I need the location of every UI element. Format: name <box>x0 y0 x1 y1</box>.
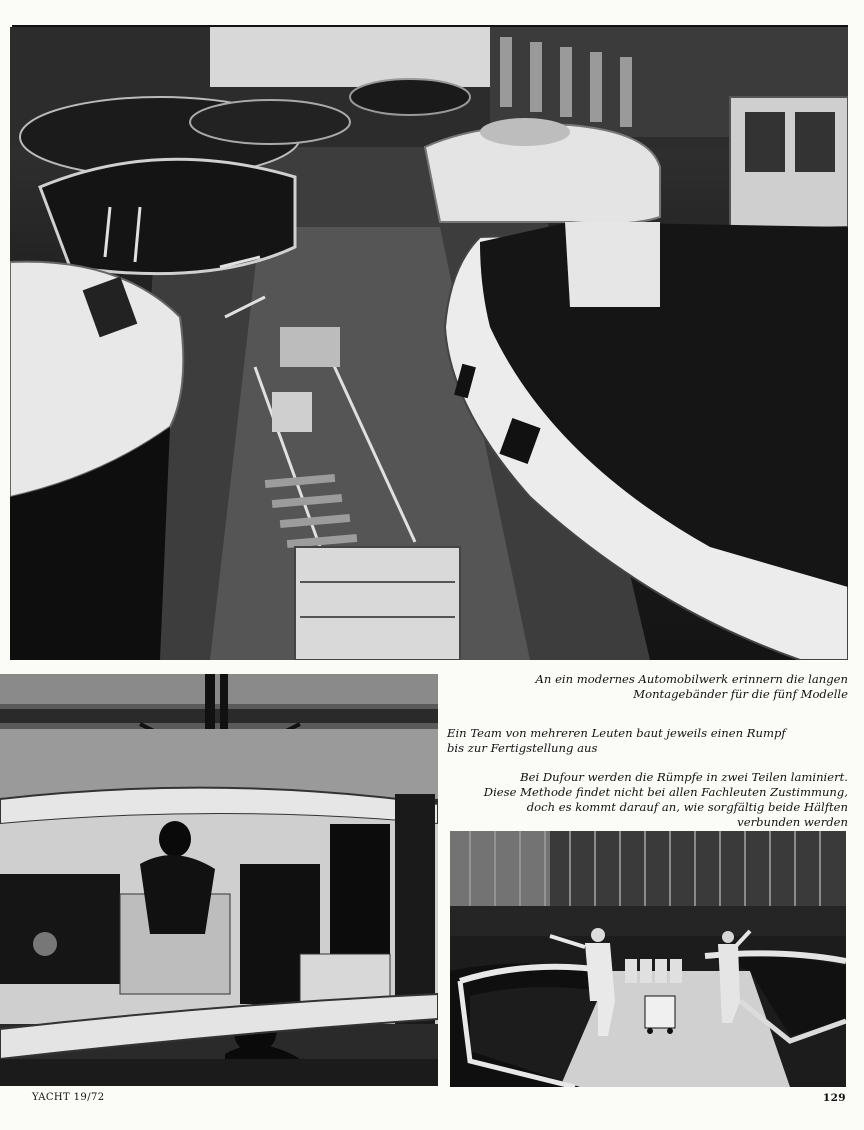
photo-assembly-line <box>10 27 848 660</box>
photo-spray-lamination <box>450 831 846 1087</box>
caption-lamination: Bei Dufour werden die Rümpfe in zwei Teilen laminiert. Diese Methode findet nicht bei allen Fachleuten Zustimmung, doch es kommt darauf an, wie sorgfältig beide Hälften verbunden werden <box>483 770 848 829</box>
caption-team: Ein Team von mehreren Leuten baut jeweils einen Rumpf bis zur Fertigstellung aus <box>447 726 786 755</box>
photo-hull-interior <box>0 674 438 1086</box>
photo-assembly-line-image <box>10 27 848 660</box>
publication-name: YACHT 19/72 <box>32 1092 105 1103</box>
photo-hull-interior-image <box>0 674 438 1086</box>
page-number: 129 <box>822 1092 846 1104</box>
photo-spray-lamination-image <box>450 831 846 1087</box>
caption-assembly-line: An ein modernes Automobilwerk erinnern die langen Montagebänder für die fünf Modelle <box>535 672 848 701</box>
